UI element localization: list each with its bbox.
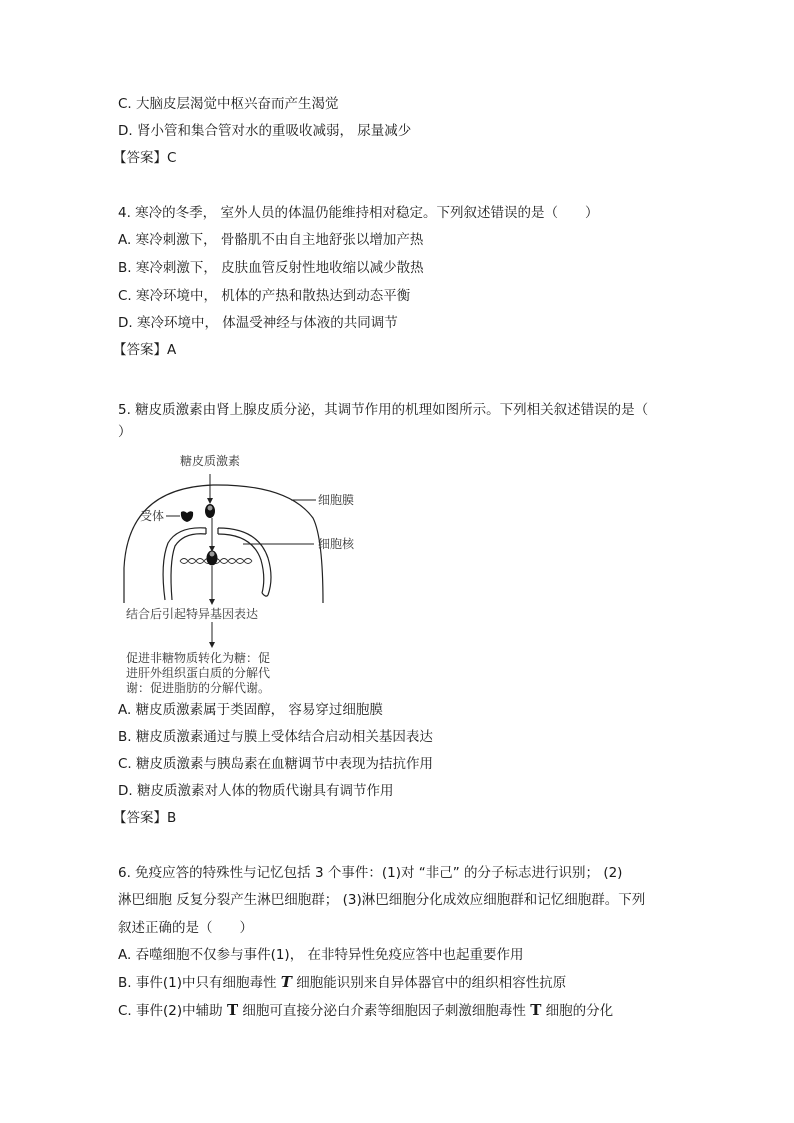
effect-line-1: 促进非糖物质转化为糖：促 (126, 651, 271, 665)
q6-stem-line1: 6. 免疫应答的特殊性与记忆包括 3 个事件：(1)对 “非己” 的分子标志进行识别； (2) (118, 865, 623, 881)
t-cell-symbol: T (280, 973, 292, 991)
q5-stem-line2: ） (118, 424, 132, 440)
q6-option-b-post: 细胞能识别来自异体器官中的组织相容性抗原 (291, 975, 567, 991)
q4-option-d: D. 寒冷环境中， 体温受神经与体液的共同调节 (118, 315, 398, 331)
receptor-label: 受体 (140, 509, 165, 523)
q6-option-c-post: 细胞的分化 (541, 1003, 614, 1019)
effect-line-2: 进肝外组织蛋白质的分解代 (126, 666, 271, 680)
gene-expression-label: 结合后引起特异基因表达 (126, 607, 259, 621)
q3-option-c: C. 大脑皮层渴觉中枢兴奋而产生渴觉 (118, 96, 339, 112)
glucocorticoid-mechanism-diagram (118, 448, 378, 693)
q4-answer: 【答案】A (113, 342, 177, 358)
effect-line-3: 谢：促进脂肪的分解代谢。 (126, 681, 271, 695)
t-cell-symbol: T (226, 1001, 239, 1019)
t-cell-symbol: T (530, 1001, 542, 1019)
q6-option-c-mid: 细胞可直接分泌白介素等细胞因子刺激细胞毒性 (238, 1003, 531, 1019)
q4-stem: 4. 寒冷的冬季， 室外人员的体温仍能维持相对稳定。下列叙述错误的是（ ） (118, 205, 599, 221)
q4-option-b: B. 寒冷刺激下， 皮肤血管反射性地收缩以减少散热 (118, 260, 424, 276)
q6-option-b-pre: B. 事件(1)中只有细胞毒性 (118, 975, 281, 991)
q5-option-b: B. 糖皮质激素通过与膜上受体结合启动相关基因表达 (118, 729, 433, 745)
q5-stem-line1: 5. 糖皮质激素由肾上腺皮质分泌，其调节作用的机理如图所示。下列相关叙述错误的是（ (118, 402, 649, 418)
q5-option-a: A. 糖皮质激素属于类固醇， 容易穿过细胞膜 (118, 702, 383, 718)
q6-stem-line3: 叙述正确的是（ ） (118, 920, 253, 936)
nucleus-label: 细胞核 (318, 537, 355, 551)
q4-option-a: A. 寒冷刺激下， 骨骼肌不由自主地舒张以增加产热 (118, 232, 424, 248)
q5-option-d: D. 糖皮质激素对人体的物质代谢具有调节作用 (118, 783, 394, 799)
q5-option-c: C. 糖皮质激素与胰岛素在血糖调节中表现为拮抗作用 (118, 756, 434, 772)
q6-option-b (118, 973, 566, 992)
q6-option-a: A. 吞噬细胞不仅参与事件(1)， 在非特异性免疫应答中也起重要作用 (118, 947, 524, 963)
q3-option-d: D. 肾小管和集合管对水的重吸收减弱， 尿量减少 (118, 123, 412, 139)
q4-option-c: C. 寒冷环境中， 机体的产热和散热达到动态平衡 (118, 288, 411, 304)
q3-answer: 【答案】C (113, 150, 177, 166)
q5-answer: 【答案】B (113, 810, 177, 826)
q6-stem-line2: 淋巴细胞 反复分裂产生淋巴细胞群； (3)淋巴细胞分化成效应细胞群和记忆细胞群。下列 (118, 892, 646, 908)
q6-option-c (118, 1001, 613, 1020)
hormone-label: 糖皮质激素 (180, 454, 241, 468)
membrane-label: 细胞膜 (318, 493, 355, 507)
q6-option-c-pre: C. 事件(2)中辅助 (118, 1003, 227, 1019)
